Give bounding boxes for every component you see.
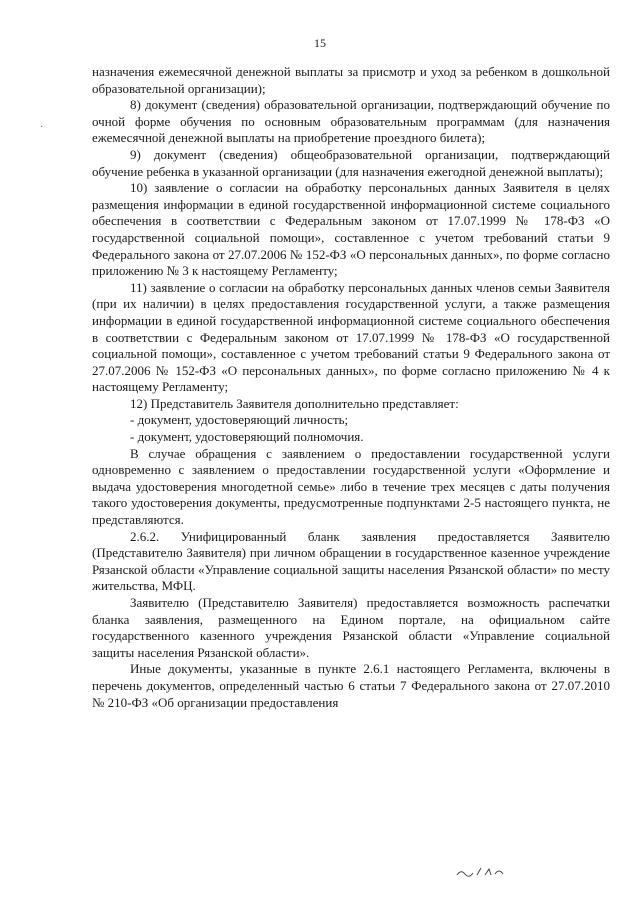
scribble-mark bbox=[455, 865, 515, 879]
paragraph-item-10: 10) заявление о согласии на обработку персональных данных Заявителя в целях размещения информации в единой государственной информационной системе социального обеспечения в соответствии с Федеральным законом от 17.07.1999 № 178-ФЗ «О государственной социальной помощи», составленное с учетом требований статьи 9 Федерального закона от 27.07.2006 № 152-ФЗ «О персональных данных», по форме согласно приложению № 3 к настоящему Регламенту; bbox=[92, 180, 610, 279]
paragraph-continuation: назначения ежемесячной денежной выплаты за присмотр и уход за ребенком в дошкольной образовательной организации); bbox=[92, 64, 610, 96]
paragraph-large-family: В случае обращения с заявлением о предоставлении государственной услуги одновременно с заявлением о предоставлении государственной услуги «Оформление и выдача удостоверения многодетной семье» либо в течение трех месяцев с даты получения такого удостоверения документы, предусмотренные подпунктами 2-5 настоящего пункта, не представляются. bbox=[92, 445, 610, 528]
paragraph-item-12: 12) Представитель Заявителя дополнительно представляет: bbox=[130, 395, 459, 411]
paragraph-2-6-2: 2.6.2. Унифицированный бланк заявления предоставляется Заявителю (Представителю Заявителя) при личном обращении в государственное казенное учреждение Рязанской области «Управление социальной защиты населения Рязанской области» по месту жительства, МФЦ. bbox=[92, 528, 610, 594]
paragraph-item-9: 9) документ (сведения) общеобразовательной организации, подтверждающий обучение ребенка в указанной организации (для назначения ежегодной денежной выплаты); bbox=[92, 146, 610, 179]
paragraph-dash-authority: - документ, удостоверяющий полномочия. bbox=[130, 429, 364, 445]
paragraph-other-documents: Иные документы, указанные в пункте 2.6.1 настоящего Регламента, включены в перечень документов, определенный частью 6 статьи 7 Федерального закона от 27.07.2010 № 210-ФЗ «Об организации предоставления bbox=[92, 661, 610, 710]
paragraph-dash-identity: - документ, удостоверяющий личность; bbox=[130, 412, 349, 428]
page-number: 15 bbox=[314, 36, 326, 50]
paragraph-item-8: 8) документ (сведения) образовательной организации, подтверждающий обучение по очной форме обучения по основным образовательным программам (для назначения ежемесячной денежной выплаты на приобретение проездного билета); bbox=[92, 97, 610, 146]
paragraph-item-11: 11) заявление о согласии на обработку персональных данных членов семьи Заявителя (при их наличии) в целях предоставления государственной услуги, а также размещения информации в единой государственной информационной системе социального обеспечения в соответствии с Федеральным законом от 17.07.1999 № 178-ФЗ «О государственной социальной помощи», составленное с учетом требований статьи 9 Федерального закона от 27.07.2006 № 152-ФЗ «О персональных данных», по форме согласно приложению № 4 к настоящему Регламенту; bbox=[92, 279, 610, 395]
margin-mark: · bbox=[40, 122, 44, 133]
document-body bbox=[92, 64, 610, 711]
paragraph-print-form: Заявителю (Представителю Заявителя) предоставляется возможность распечатки бланка заявления, размещенного на Едином портале, на официальном сайте государственного казенного учреждения Рязанской области «Управление социальной защиты населения Рязанской области». bbox=[92, 595, 610, 660]
